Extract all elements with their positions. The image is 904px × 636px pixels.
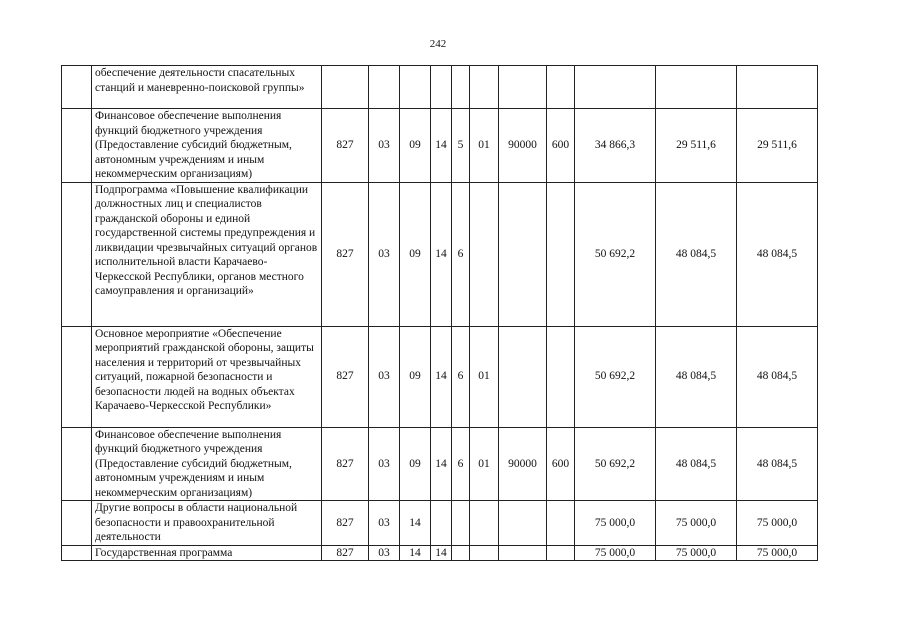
- program-code: 14: [431, 427, 452, 501]
- empty-cell: [62, 427, 92, 501]
- empty-cell: [62, 66, 92, 109]
- subsection-code: 09: [400, 109, 431, 183]
- table-row: [62, 109, 818, 183]
- section-code: 03: [369, 109, 400, 183]
- ministry-code: 827: [322, 326, 369, 427]
- amount-year-2: 75 000,0: [656, 545, 737, 561]
- ministry-code: 827: [322, 182, 369, 326]
- direction-code: [499, 545, 547, 561]
- amount-year-1: 75 000,0: [575, 545, 656, 561]
- direction-code: [499, 326, 547, 427]
- subsection-code: [400, 66, 431, 109]
- expense-type-code: [547, 66, 575, 109]
- amount-year-2: 48 084,5: [656, 182, 737, 326]
- subprogram-code: 6: [452, 326, 470, 427]
- program-code: [431, 501, 452, 546]
- ministry-code: [322, 66, 369, 109]
- section-code: 03: [369, 501, 400, 546]
- amount-year-1: 34 866,3: [575, 109, 656, 183]
- event-code: [470, 545, 499, 561]
- subsection-code: 14: [400, 545, 431, 561]
- subprogram-code: [452, 66, 470, 109]
- subprogram-code: [452, 501, 470, 546]
- subprogram-code: 6: [452, 427, 470, 501]
- amount-year-3: [737, 66, 818, 109]
- direction-code: 90000: [499, 427, 547, 501]
- row-name: Финансовое обеспечение выполнения функций бюджетного учреждения (Предоставление субсидий бюджетным, автономным учреждениям и иным некоммерческим организациям): [92, 427, 322, 501]
- amount-year-2: 29 511,6: [656, 109, 737, 183]
- amount-year-1: [575, 66, 656, 109]
- direction-code: 90000: [499, 109, 547, 183]
- row-name: Государственная программа: [92, 545, 322, 561]
- row-name: Подпрограмма «Повышение квалификации должностных лиц и специалистов гражданской обороны и единой государственной системы предупреждения и ликвидации чрезвычайных ситуаций органов исполнительной власти Карачаево-Черкесской Республики, органов местного самоуправления и организаций»: [92, 182, 322, 326]
- direction-code: [499, 501, 547, 546]
- amount-year-3: 29 511,6: [737, 109, 818, 183]
- row-name: обеспечение деятельности спасательных станций и маневренно-поисковой группы»: [92, 66, 322, 109]
- event-code: 01: [470, 427, 499, 501]
- event-code: [470, 182, 499, 326]
- row-name: Другие вопросы в области национальной безопасности и правоохранительной деятельности: [92, 501, 322, 546]
- subsection-code: 09: [400, 427, 431, 501]
- expense-type-code: [547, 326, 575, 427]
- event-code: [470, 501, 499, 546]
- row-name: Основное мероприятие «Обеспечение мероприятий гражданской обороны, защиты населения и территорий от чрезвычайных ситуаций, пожарной безопасности и безопасности людей на водных объектах Карачаево-Черкесской Республики»: [92, 326, 322, 427]
- amount-year-1: 50 692,2: [575, 182, 656, 326]
- table-row: [62, 326, 818, 427]
- amount-year-3: 48 084,5: [737, 427, 818, 501]
- amount-year-3: 75 000,0: [737, 501, 818, 546]
- direction-code: [499, 182, 547, 326]
- subprogram-code: 6: [452, 182, 470, 326]
- event-code: [470, 66, 499, 109]
- expense-type-code: [547, 501, 575, 546]
- section-code: 03: [369, 545, 400, 561]
- ministry-code: 827: [322, 501, 369, 546]
- expense-type-code: 600: [547, 427, 575, 501]
- amount-year-2: 48 084,5: [656, 326, 737, 427]
- expense-type-code: [547, 545, 575, 561]
- subprogram-code: 5: [452, 109, 470, 183]
- program-code: 14: [431, 545, 452, 561]
- ministry-code: 827: [322, 109, 369, 183]
- expense-type-code: [547, 182, 575, 326]
- program-code: [431, 66, 452, 109]
- table-row: [62, 501, 818, 546]
- section-code: 03: [369, 326, 400, 427]
- amount-year-2: [656, 66, 737, 109]
- table-row: [62, 66, 818, 109]
- amount-year-1: 75 000,0: [575, 501, 656, 546]
- ministry-code: 827: [322, 545, 369, 561]
- table-row: [62, 427, 818, 501]
- amount-year-1: 50 692,2: [575, 326, 656, 427]
- budget-table: [61, 65, 818, 561]
- ministry-code: 827: [322, 427, 369, 501]
- section-code: 03: [369, 427, 400, 501]
- subsection-code: 09: [400, 182, 431, 326]
- empty-cell: [62, 326, 92, 427]
- amount-year-2: 48 084,5: [656, 427, 737, 501]
- amount-year-3: 75 000,0: [737, 545, 818, 561]
- direction-code: [499, 66, 547, 109]
- amount-year-3: 48 084,5: [737, 182, 818, 326]
- empty-cell: [62, 545, 92, 561]
- empty-cell: [62, 109, 92, 183]
- page-number: 242: [429, 38, 447, 50]
- section-code: 03: [369, 182, 400, 326]
- event-code: 01: [470, 109, 499, 183]
- subsection-code: 09: [400, 326, 431, 427]
- program-code: 14: [431, 109, 452, 183]
- table-row: [62, 545, 818, 561]
- subprogram-code: [452, 545, 470, 561]
- subsection-code: 14: [400, 501, 431, 546]
- empty-cell: [62, 182, 92, 326]
- row-name: Финансовое обеспечение выполнения функций бюджетного учреждения (Предоставление субсидий бюджетным, автономным учреждениям и иным некоммерческим организациям): [92, 109, 322, 183]
- table-row: [62, 182, 818, 326]
- event-code: 01: [470, 326, 499, 427]
- program-code: 14: [431, 326, 452, 427]
- section-code: [369, 66, 400, 109]
- expense-type-code: 600: [547, 109, 575, 183]
- empty-cell: [62, 501, 92, 546]
- amount-year-1: 50 692,2: [575, 427, 656, 501]
- amount-year-2: 75 000,0: [656, 501, 737, 546]
- amount-year-3: 48 084,5: [737, 326, 818, 427]
- program-code: 14: [431, 182, 452, 326]
